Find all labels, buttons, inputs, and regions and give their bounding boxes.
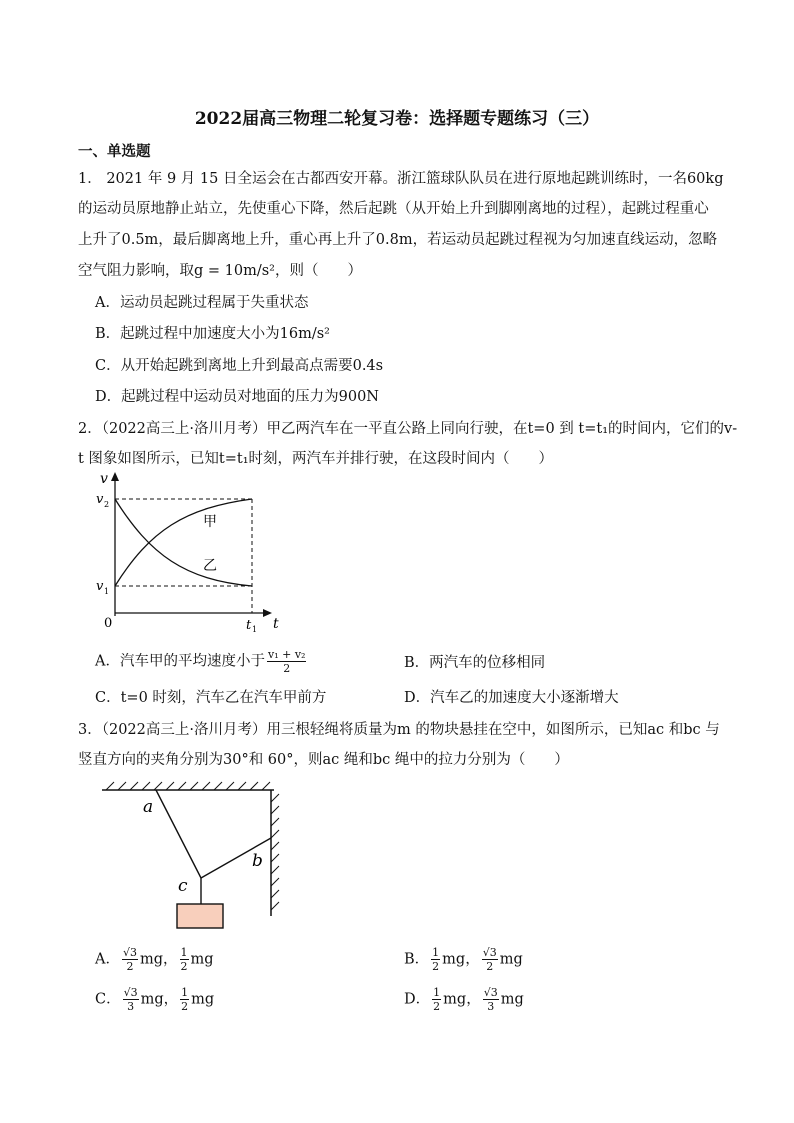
option-unit: mg xyxy=(140,991,164,1008)
option-unit: mg xyxy=(500,991,524,1008)
frac-num: √3 xyxy=(122,946,137,959)
q3-line-1: 3．（2022高三上·洛川月考）用三根轻绳将质量为m 的物块悬挂在空中，如图所示，已知ac 和bc 与 xyxy=(78,722,720,738)
q1-option-c: C．从开始起跳到离地上升到最高点需要0.4s xyxy=(95,358,384,374)
t1-sub: 1 xyxy=(252,625,258,634)
point-b-label: b xyxy=(252,851,263,871)
option-unit: mg xyxy=(499,951,523,968)
option-unit: mg xyxy=(442,951,466,968)
frac-num: 1 xyxy=(433,986,441,999)
q2-option-a xyxy=(95,648,308,675)
frac-num: √3 xyxy=(123,986,138,999)
q2-option-c: C．t=0 时刻，汽车乙在汽车甲前方 xyxy=(95,690,327,706)
section-heading: 一、单选题 xyxy=(78,143,151,160)
curve-yi xyxy=(115,499,252,586)
frac-den: 2 xyxy=(180,960,188,973)
q3-line-2: 竖直方向的夹角分别为30°和 60°，则ac 绳和bc 绳中的拉力分别为（ ） xyxy=(78,752,569,768)
frac-num: 1 xyxy=(432,946,440,959)
option-unit: mg xyxy=(140,951,164,968)
frac-num: √3 xyxy=(482,946,497,959)
page-title: 2022届高三物理二轮复习卷：选择题专题练习（三） xyxy=(194,109,600,129)
option-frac-2 xyxy=(180,946,189,973)
wall-hatch xyxy=(271,794,279,910)
option-label: C． xyxy=(95,991,121,1008)
option-sep: ， xyxy=(163,951,178,968)
option-unit: mg xyxy=(443,991,467,1008)
yi-label: 乙 xyxy=(203,558,217,574)
q1-option-d: D．起跳过程中运动员对地面的压力为900N xyxy=(95,389,379,405)
jia-label: 甲 xyxy=(203,514,217,530)
q2-option-d: D．汽车乙的加速度大小逐渐增大 xyxy=(404,690,619,706)
point-a-label: a xyxy=(143,797,154,817)
q2-line-2: t 图象如图所示，已知t=t₁时刻，两汽车并排行驶，在这段时间内（ ） xyxy=(78,451,554,467)
t-axis-arrow-icon xyxy=(263,609,272,617)
point-c-label: c xyxy=(178,876,188,896)
option-label: A． xyxy=(95,951,120,968)
q1-option-b: B．起跳过程中加速度大小为16m/s² xyxy=(95,326,330,342)
option-sep: ， xyxy=(465,951,480,968)
option-sep: ， xyxy=(466,991,481,1008)
q1-line-4: 空气阻力影响，取g = 10m/s²，则（ ） xyxy=(78,263,362,279)
option-sep: ， xyxy=(163,991,179,1008)
frac-num: √3 xyxy=(483,986,498,999)
frac-den: 2 xyxy=(432,960,440,973)
q3-option-c xyxy=(95,986,214,1013)
q1-line-1: 1． 2021 年 9 月 15 日全运会在古都西安开幕。浙江篮球队队员在进行原地起跳训练时，一名60kg xyxy=(78,171,724,187)
option-frac-2 xyxy=(483,986,499,1013)
v2-sub: 2 xyxy=(104,500,110,509)
q1-option-a: A．运动员起跳过程属于失重状态 xyxy=(95,295,309,311)
option-frac-1 xyxy=(431,946,440,973)
frac-den: 2 xyxy=(433,1000,441,1013)
option-unit: mg xyxy=(190,951,214,968)
t1-label: t xyxy=(246,618,252,633)
frac-num: v₁ + v₂ xyxy=(267,648,306,661)
block xyxy=(177,904,223,928)
q3-option-b xyxy=(404,946,523,973)
option-frac-2 xyxy=(180,986,189,1013)
option-unit: mg xyxy=(191,991,215,1008)
q1-line-2: 的运动员原地静止站立，先使重心下降，然后起跳（从开始上升到脚刚离地的过程），起跳过程重心 xyxy=(78,201,709,217)
option-frac-1 xyxy=(432,986,441,1013)
option-label: B． xyxy=(404,951,430,968)
v-axis-label: v xyxy=(100,471,108,487)
v1-sub: 1 xyxy=(104,587,110,596)
frac-num: 1 xyxy=(181,986,189,999)
frac-den: 3 xyxy=(487,1000,495,1013)
rope-figure xyxy=(98,780,298,930)
q3-option-a xyxy=(95,946,214,973)
q2-option-b: B．两汽车的位移相同 xyxy=(404,655,546,671)
vt-graph xyxy=(90,470,290,640)
v-axis-arrow-icon xyxy=(111,472,119,481)
t-axis-label: t xyxy=(273,616,279,632)
option-frac-1 xyxy=(122,946,138,973)
frac-den: 2 xyxy=(181,1000,189,1013)
q2-option-a-text: A．汽车甲的平均速度小于 xyxy=(95,653,265,670)
curve-jia xyxy=(115,499,252,586)
frac-den: 3 xyxy=(127,1000,135,1013)
option-frac-1 xyxy=(123,986,139,1013)
q2-line-1: 2．（2022高三上·洛川月考）甲乙两汽车在一平直公路上同向行驶，在t=0 到 t=t₁的时间内，它们的v- xyxy=(78,421,738,437)
frac-num: 1 xyxy=(180,946,188,959)
option-frac-2 xyxy=(482,946,498,973)
v1-label: v xyxy=(96,579,104,594)
frac-den: 2 xyxy=(486,960,494,973)
frac-den: 2 xyxy=(126,960,134,973)
rope-ac xyxy=(156,790,201,878)
option-label: D． xyxy=(404,991,431,1008)
ceiling-hatch xyxy=(106,782,270,790)
v2-label: v xyxy=(96,492,104,507)
q3-option-d xyxy=(404,986,524,1013)
origin-label: 0 xyxy=(104,616,113,631)
q1-line-3: 上升了0.5m，最后脚离地上升，重心再上升了0.8m，若运动员起跳过程视为匀加速直线运动，忽略 xyxy=(78,232,718,248)
frac-den: 2 xyxy=(283,662,291,675)
q2-option-a-fraction xyxy=(267,648,306,675)
